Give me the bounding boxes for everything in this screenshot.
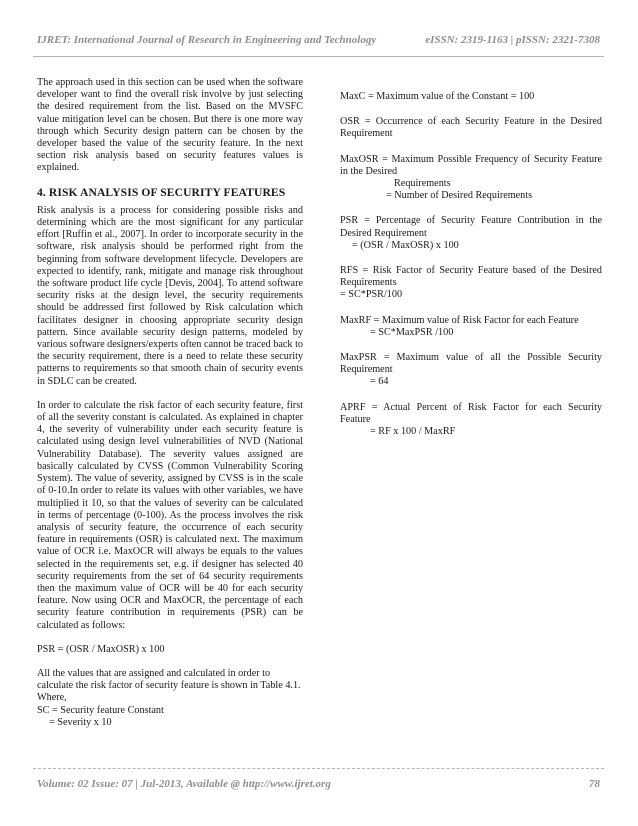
volume-info: Volume: 02 Issue: 07 | Jul-2013, Available @ http://www.ijret.org bbox=[37, 778, 331, 790]
section-heading: 4. RISK ANALYSIS OF SECURITY FEATURES bbox=[37, 185, 286, 199]
footer-rule bbox=[33, 768, 604, 769]
page-footer bbox=[37, 778, 600, 790]
page-header bbox=[37, 34, 600, 46]
psr-formula: PSR = (OSR / MaxOSR) x 100 bbox=[37, 643, 165, 655]
rfs-value: = SC*PSR/100 bbox=[340, 289, 403, 301]
maxosr-definition: MaxOSR = Maximum Possible Frequency of Security Feature in the Desired bbox=[340, 153, 602, 177]
left-column bbox=[37, 77, 303, 729]
maxrf-value: = SC*MaxPSR /100 bbox=[370, 326, 454, 338]
page-number: 78 bbox=[589, 778, 600, 790]
paragraph-risk-factor: In order to calculate the risk factor of each security feature, first of all the severity constant is calculated. As explained in chapter 4, the severity of vulnerability under each security feature is calculated using design level vulnerabilities of NVD (National Vulnerability Database). The severity values assigned are basically calculated by CVSS (Common Vulnerability Scoring System). The value of severity, assigned by CVSS is in the scale of 0-10.In order to relate its values with other variables, we have multiplied it 10, so that the values of severity can be calculated in terms of percentage (0-100). As the process involves the risk analysis of security feature, the occurrence of each security feature in requirements (OSR) is calculated next. The maximum value of OCR i.e. MaxOCR will always be equals to the values selected in the requirements set, e.g. if designer has selected 40 security requirements from the set of 64 security requirements then the maximum value of OCR will be 40 for each security feature. Now using OCR and MaxOCR, the percentage of each security feature contribution in requirements (PSR) can be calculated as follows: bbox=[37, 399, 303, 631]
right-column bbox=[340, 91, 602, 438]
header-rule bbox=[33, 56, 604, 57]
maxpsr-definition: MaxPSR = Maximum value of all the Possible Security Requirement bbox=[340, 352, 602, 376]
maxosr-line3: = Number of Desired Requirements bbox=[386, 190, 533, 202]
maxosr-line2: Requirements bbox=[394, 178, 451, 190]
psr-value: = (OSR / MaxOSR) x 100 bbox=[352, 239, 459, 251]
paragraph-approach: The approach used in this section can be used when the software developer want to find the overall risk involve by just selecting the desired requirement from the list. Based on the MVSFC value mitigation level can be chosen. But there is one more way through which Security design pattern can be chosen by the developer based the value of the security feature. In the next section risk analysis based on security features values is explained. bbox=[37, 77, 303, 174]
aprf-definition: APRF = Actual Percent of Risk Factor for each Security Feature bbox=[340, 401, 602, 425]
paragraph-table-ref: All the values that are assigned and calculated in order to calculate the risk factor of security feature is shown in Table 4.1. bbox=[37, 667, 301, 692]
maxrf-definition: MaxRF = Maximum value of Risk Factor for each Feature bbox=[340, 314, 579, 326]
maxc-definition: MaxC = Maximum value of the Constant = 100 bbox=[340, 91, 535, 102]
sc-value: = Severity x 10 bbox=[49, 716, 112, 728]
issn-info: eISSN: 2319-1163 | pISSN: 2321-7308 bbox=[425, 34, 600, 46]
osr-definition: OSR = Occurrence of each Security Feature in the Desired Requirement bbox=[340, 116, 602, 140]
where-label: Where, bbox=[37, 692, 67, 704]
rfs-definition: RFS = Risk Factor of Security Feature based of the Desired Requirements bbox=[340, 265, 602, 289]
journal-title: IJRET: International Journal of Research in Engineering and Technology bbox=[37, 34, 377, 46]
aprf-value: = RF x 100 / MaxRF bbox=[370, 426, 456, 438]
sc-definition: SC = Security feature Constant bbox=[37, 704, 164, 716]
psr-definition: PSR = Percentage of Security Feature Contribution in the Desired Requirement bbox=[340, 215, 602, 239]
paragraph-risk-analysis: Risk analysis is a process for considering possible risks and determining which are the most significant for any particular effort [Ruffin et al., 2007]. In order to incorporate security in the software, risk analysis should be performed right from the beginning from software development lifecycle. Developers are expected to identify, rank, mitigate and manage risk throughout the software product life cycle [Devis, 2004]. To attend software security risks at the design level, the security requirements should be addressed first followed by Risk calculation which facilitates designer in choosing appropriate security design pattern. Since available security design patterns, modeled by various software designers/experts often cannot be traced back to the security requirement, there is a need to relate these security patterns to requirements so that smooth chain of security events in SDLC can be created. bbox=[37, 204, 303, 387]
maxpsr-value: = 64 bbox=[370, 376, 389, 388]
